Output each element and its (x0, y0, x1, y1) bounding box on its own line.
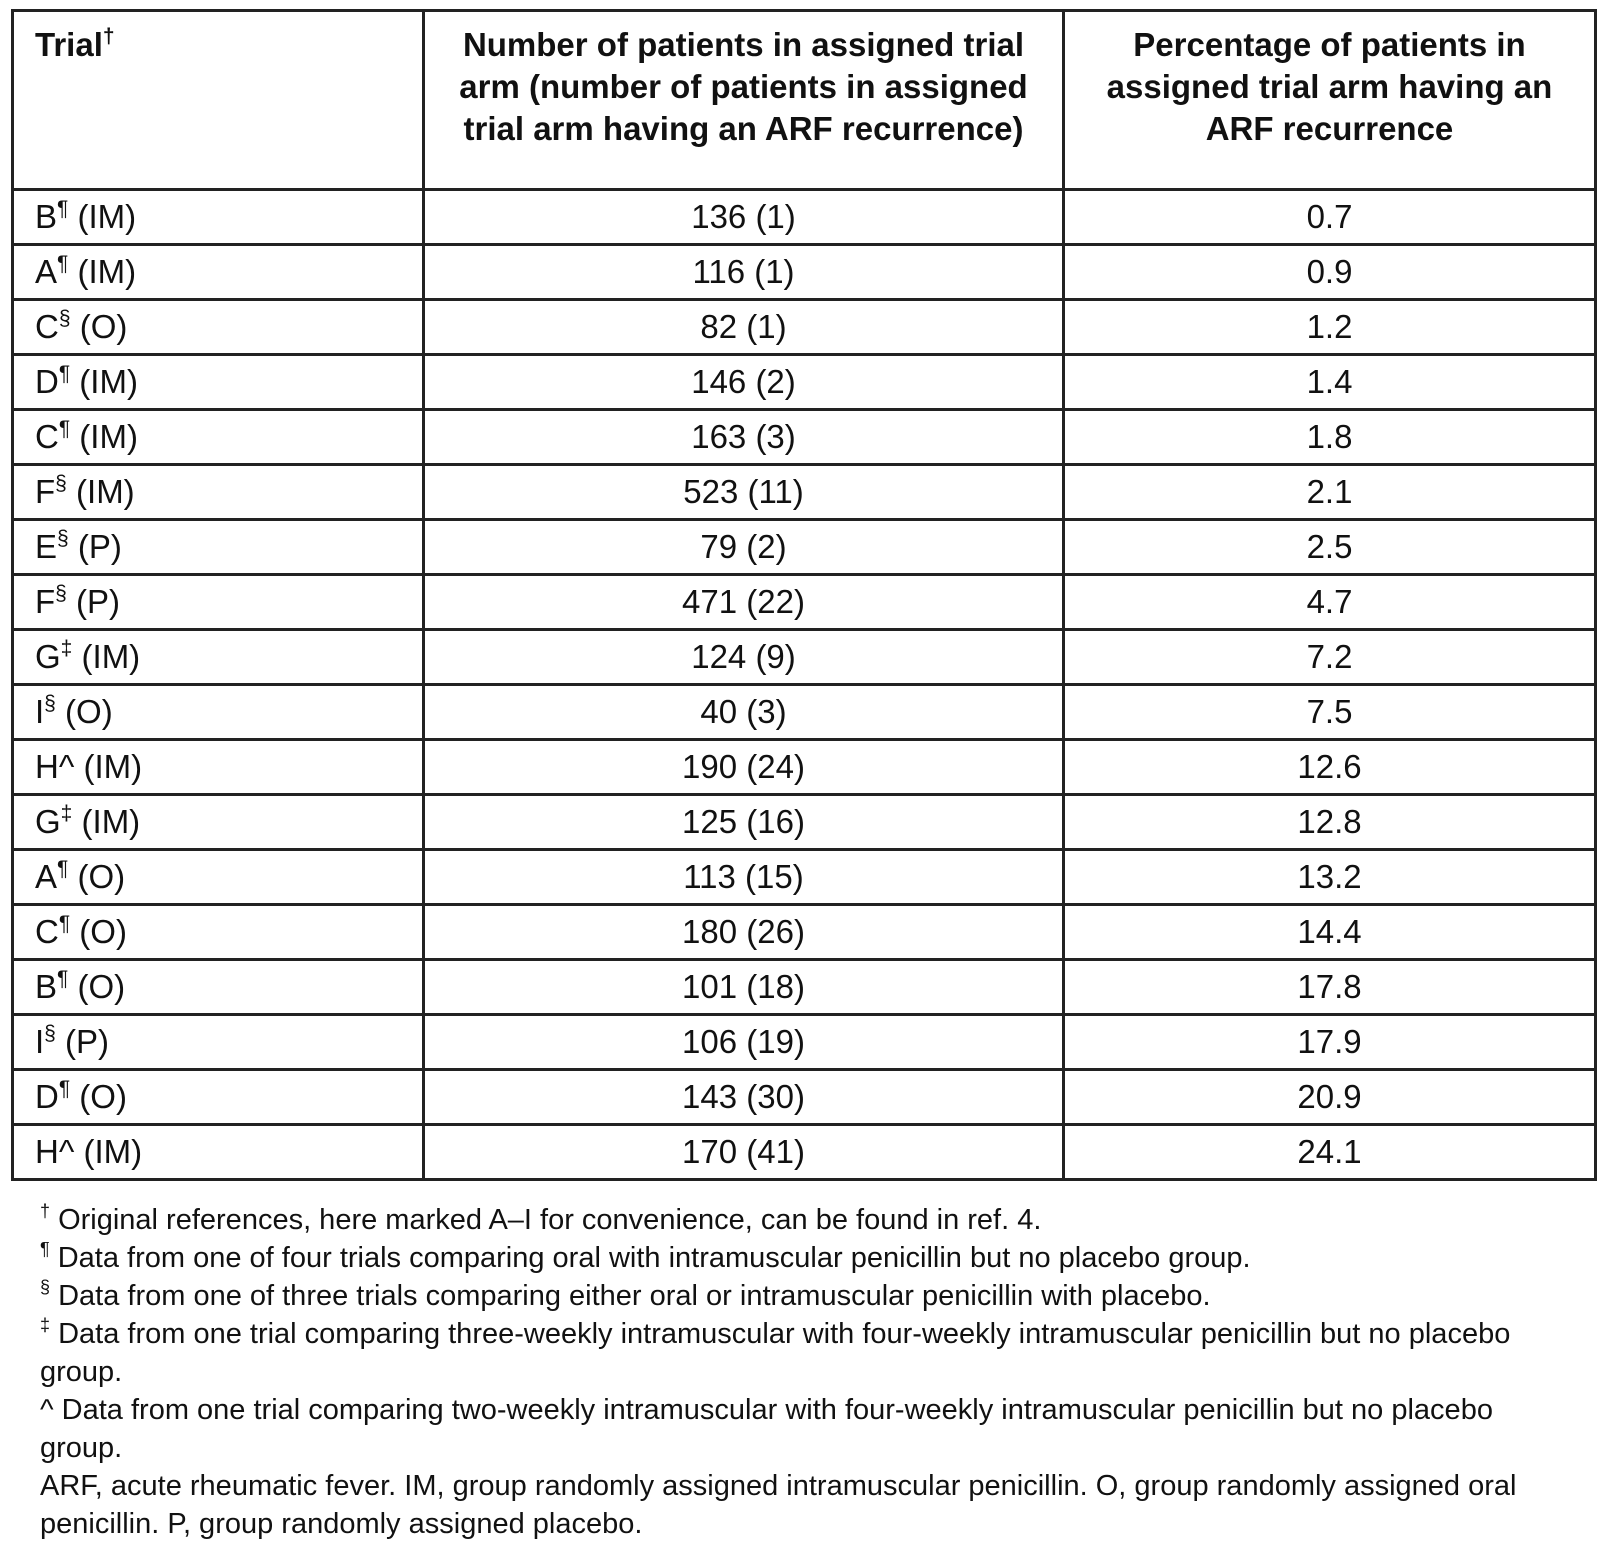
trial-footnote-mark: ¶ (58, 1077, 71, 1100)
trial-cell (13, 685, 424, 740)
header-trial-label: Trial (35, 26, 103, 63)
header-percentage: Percentage of patients in assigned trial arm having an ARF recurrence (1064, 11, 1596, 190)
table-row (13, 795, 1596, 850)
patient-count-cell: 116 (1) (424, 245, 1064, 300)
trial-letter: H^ (35, 748, 75, 785)
footnotes (40, 1201, 1580, 1543)
percentage-cell: 1.4 (1064, 355, 1596, 410)
percentage-cell: 20.9 (1064, 1070, 1596, 1125)
table-header (13, 11, 1596, 190)
table-row (13, 520, 1596, 575)
trial-letter: F (35, 583, 56, 620)
table-row (13, 465, 1596, 520)
trial-arm: (P) (77, 528, 122, 565)
trial-letter: A (35, 858, 58, 895)
trial-arm: (O) (79, 1078, 127, 1115)
trial-letter: F (35, 473, 56, 510)
trial-cell (13, 795, 424, 850)
patient-count-cell: 523 (11) (424, 465, 1064, 520)
patient-count-cell: 143 (30) (424, 1070, 1064, 1125)
trial-arm: (IM) (79, 363, 138, 400)
footnote (40, 1391, 1580, 1467)
trial-footnote-mark: § (55, 582, 67, 605)
table-row (13, 685, 1596, 740)
table-row (13, 355, 1596, 410)
trial-cell (13, 740, 424, 795)
trial-arm: (O) (79, 308, 128, 345)
patient-count-cell: 163 (3) (424, 410, 1064, 465)
trial-cell (13, 1070, 424, 1125)
patient-count-cell: 471 (22) (424, 575, 1064, 630)
trial-arm: (IM) (83, 1133, 143, 1170)
trial-footnote-mark: ¶ (57, 252, 69, 275)
trial-letter: G (35, 638, 61, 675)
percentage-cell: 17.9 (1064, 1015, 1596, 1070)
table-row (13, 630, 1596, 685)
trial-footnote-mark: ‡ (60, 637, 73, 660)
trial-cell (13, 630, 424, 685)
trial-arm: (O) (77, 968, 126, 1005)
table-row (13, 245, 1596, 300)
percentage-cell: 14.4 (1064, 905, 1596, 960)
footnote-text: ^ Data from one trial comparing two-weekly intramuscular with four-weekly intramuscular penicillin but no placebo group. (40, 1394, 1493, 1464)
trial-letter: A (35, 253, 58, 290)
percentage-cell: 2.1 (1064, 465, 1596, 520)
trial-cell (13, 245, 424, 300)
table-row (13, 960, 1596, 1015)
footnote (40, 1239, 1580, 1277)
patient-count-cell: 101 (18) (424, 960, 1064, 1015)
patient-count-cell: 40 (3) (424, 685, 1064, 740)
trial-footnote-mark: ¶ (58, 912, 71, 935)
trial-letter: D (35, 1078, 59, 1115)
trial-arm: (IM) (76, 473, 135, 510)
trial-letter: H^ (35, 1133, 75, 1170)
table-row (13, 190, 1596, 245)
footnote-text: Data from one trial comparing three-weekly intramuscular with four-weekly intramuscular penicillin but no placebo group. (40, 1318, 1511, 1388)
trial-cell (13, 355, 424, 410)
patient-count-cell: 146 (2) (424, 355, 1064, 410)
table-row (13, 850, 1596, 905)
percentage-cell: 1.8 (1064, 410, 1596, 465)
patient-count-cell: 124 (9) (424, 630, 1064, 685)
footnote-mark: ¶ (40, 1239, 50, 1259)
table-row (13, 300, 1596, 355)
trial-letter: G (35, 803, 61, 840)
trial-footnote-mark: § (57, 527, 69, 550)
trial-cell (13, 465, 424, 520)
trial-arm: (IM) (77, 198, 137, 235)
trial-cell (13, 905, 424, 960)
footnote-mark: † (40, 1201, 51, 1221)
footnote (40, 1467, 1580, 1543)
percentage-cell: 0.9 (1064, 245, 1596, 300)
table-row (13, 410, 1596, 465)
patient-count-cell: 180 (26) (424, 905, 1064, 960)
patient-count-cell: 170 (41) (424, 1125, 1064, 1180)
table-row (13, 1015, 1596, 1070)
footnote-text: Data from one of three trials comparing either oral or intramuscular penicillin with placebo. (50, 1280, 1211, 1312)
trial-footnote-mark: ¶ (57, 197, 69, 220)
footnote (40, 1315, 1580, 1391)
table-row (13, 1070, 1596, 1125)
trial-arm: (IM) (77, 253, 137, 290)
trial-letter: E (35, 528, 58, 565)
trial-arm: (O) (65, 693, 113, 730)
trial-cell (13, 1015, 424, 1070)
percentage-cell: 7.2 (1064, 630, 1596, 685)
trial-letter: I (35, 693, 45, 730)
table-body (13, 190, 1596, 1180)
patient-count-cell: 82 (1) (424, 300, 1064, 355)
trial-arm: (IM) (83, 748, 143, 785)
percentage-cell: 24.1 (1064, 1125, 1596, 1180)
trial-arm: (O) (79, 913, 127, 950)
table-row (13, 575, 1596, 630)
trial-footnote-mark: ¶ (57, 857, 69, 880)
trial-cell (13, 520, 424, 575)
trial-cell (13, 575, 424, 630)
percentage-cell: 13.2 (1064, 850, 1596, 905)
trial-arm: (O) (77, 858, 126, 895)
footnote-text: ARF, acute rheumatic fever. IM, group randomly assigned intramuscular penicillin. O, group randomly assigned oral penicillin. P, group randomly assigned placebo. (40, 1470, 1517, 1540)
trial-footnote-mark: ¶ (57, 967, 69, 990)
header-number-of-patients: Number of patients in assigned trial arm (number of patients in assigned trial arm having an ARF recurrence) (424, 11, 1064, 190)
trial-arm: (P) (76, 583, 121, 620)
patient-count-cell: 136 (1) (424, 190, 1064, 245)
footnote-text: Original references, here marked A–I for convenience, can be found in ref. 4. (50, 1204, 1042, 1236)
table-row (13, 740, 1596, 795)
header-trial (13, 11, 424, 190)
footnote-text: Data from one of four trials comparing oral with intramuscular penicillin but no placebo group. (49, 1242, 1251, 1274)
trial-footnote-mark: § (44, 1022, 56, 1045)
trial-footnote-mark: ¶ (58, 362, 71, 385)
trial-cell (13, 960, 424, 1015)
trial-cell (13, 850, 424, 905)
header-trial-mark: † (102, 25, 115, 48)
trial-footnote-mark: ¶ (58, 417, 71, 440)
footnote (40, 1201, 1580, 1239)
percentage-cell: 7.5 (1064, 685, 1596, 740)
percentage-cell: 2.5 (1064, 520, 1596, 575)
trial-results-table (11, 9, 1597, 1181)
percentage-cell: 4.7 (1064, 575, 1596, 630)
trial-letter: C (35, 308, 59, 345)
trial-footnote-mark: § (55, 472, 67, 495)
percentage-cell: 0.7 (1064, 190, 1596, 245)
footnote (40, 1277, 1580, 1315)
percentage-cell: 12.8 (1064, 795, 1596, 850)
header-row (13, 11, 1596, 190)
trial-letter: C (35, 418, 59, 455)
trial-cell (13, 410, 424, 465)
patient-count-cell: 113 (15) (424, 850, 1064, 905)
patient-count-cell: 79 (2) (424, 520, 1064, 575)
footnote-mark: ‡ (40, 1315, 51, 1335)
footnote-mark: § (40, 1277, 51, 1297)
trial-footnote-mark: § (58, 307, 71, 330)
trial-footnote-mark: ‡ (60, 802, 73, 825)
percentage-cell: 12.6 (1064, 740, 1596, 795)
table-row (13, 1125, 1596, 1180)
trial-arm: (IM) (81, 638, 141, 675)
trial-letter: I (35, 1023, 45, 1060)
trial-arm: (P) (65, 1023, 110, 1060)
trial-letter: B (35, 968, 58, 1005)
trial-cell (13, 300, 424, 355)
trial-cell (13, 190, 424, 245)
percentage-cell: 17.8 (1064, 960, 1596, 1015)
trial-arm: (IM) (79, 418, 138, 455)
trial-letter: C (35, 913, 59, 950)
trial-letter: B (35, 198, 58, 235)
patient-count-cell: 125 (16) (424, 795, 1064, 850)
patient-count-cell: 106 (19) (424, 1015, 1064, 1070)
trial-footnote-mark: § (44, 692, 56, 715)
trial-letter: D (35, 363, 59, 400)
table-row (13, 905, 1596, 960)
patient-count-cell: 190 (24) (424, 740, 1064, 795)
trial-cell (13, 1125, 424, 1180)
percentage-cell: 1.2 (1064, 300, 1596, 355)
trial-table-container (11, 9, 1594, 1181)
trial-arm: (IM) (81, 803, 141, 840)
